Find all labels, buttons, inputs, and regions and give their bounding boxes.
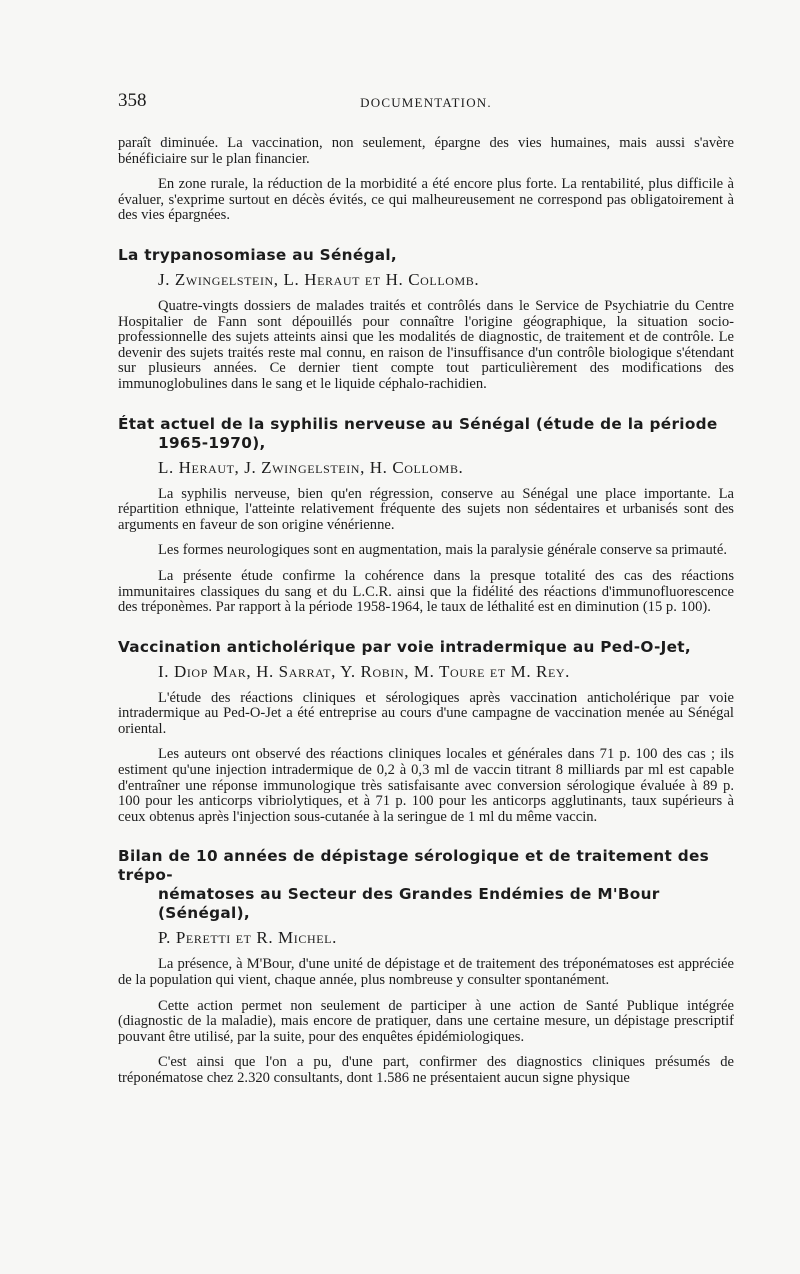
paragraph: Les auteurs ont observé des réactions cliniques locales et générales dans 71 p. 100 des cas ; ils estiment qu'une injection intradermique de 0,2 à 0,3 ml de vaccin titrant 8 milliards par ml est capable d'entraîner une réponse immunologique très satisfaisante avec conversion sérologique évaluée à 89 p. 100 pour les anticorps vibriolytiques, et à 71 p. 100 pour les anticorps agglutinants, taux supérieurs à ceux obtenus après l'injection sous-cutanée à la seringue de 1 ml du même vaccin.	[118, 746, 734, 825]
article-title-line: État actuel de la syphilis nerveuse au Sénégal (étude de la période	[118, 414, 718, 433]
article-title-line: La trypanosomiase au Sénégal,	[118, 245, 398, 264]
article-title-line: nématoses au Secteur des Grandes Endémies de M'Bour (Sénégal),	[158, 885, 660, 923]
article-authors: L. Heraut, J. Zwingelstein, H. Collomb.	[158, 457, 464, 477]
article-bilan	[118, 847, 734, 1086]
article-title	[118, 847, 734, 923]
intro-continuation	[118, 136, 734, 224]
body-column	[118, 136, 734, 1097]
article-trypanosomiase	[118, 246, 734, 393]
article-authors: P. Peretti et R. Michel.	[158, 928, 337, 948]
paragraph: paraît diminuée. La vaccination, non seulement, épargne des vies humaines, mais aussi s'avère bénéficiaire sur le plan financier.	[118, 135, 734, 167]
article-vaccination	[118, 638, 734, 826]
article-title	[118, 638, 734, 657]
article-title-line: Bilan de 10 années de dépistage sérologique et de traitement des trépo-	[118, 847, 710, 885]
paragraph: Quatre-vingts dossiers de malades traités et contrôlés dans le Service de Psychiatrie du Centre Hospitalier de Fann sont dépouillés pour connaître l'origine géographique, la situation socio-professionnelle des sujets atteints ainsi que les modalités de diagnostic, de traitement et de contrôle. Le devenir des sujets traités reste mal connu, en raison de l'insuffisance d'un contrôle biologique s'étendant sur plusieurs années. Ce dernier tient compte tout particulièrement des modifications des immunoglobulines dans le sang et le liquide céphalo-rachidien.	[118, 297, 734, 392]
article-title	[118, 246, 734, 265]
paragraph: La présente étude confirme la cohérence dans la presque totalité des cas des réactions immunitaires classiques du sang et du L.C.R. ainsi que la fidélité des réactions d'immunofluorescence des tréponèmes. Par rapport à la période 1958-1964, le taux de léthalité est en diminution (15 p. 100).	[118, 567, 734, 616]
article-authors: J. Zwingelstein, L. Heraut et H. Collomb.	[158, 269, 480, 289]
paragraph: Les formes neurologiques sont en augmentation, mais la paralysie générale conserve sa primauté.	[158, 542, 727, 559]
paragraph: La syphilis nerveuse, bien qu'en régression, conserve au Sénégal une place importante. La répartition ethnique, l'atteinte relativement fréquente des sujets non sédentaires et urbanisés sont des arguments en faveur de son origine vénérienne.	[118, 485, 734, 533]
paragraph: L'étude des réactions cliniques et sérologiques après vaccination anticholérique par voie intradermique au Ped-O-Jet a été entreprise au cours d'une campagne de vaccination menée au Sénégal oriental.	[118, 689, 734, 737]
running-title: DOCUMENTATION.	[360, 95, 492, 110]
running-head	[118, 90, 734, 114]
article-syphilis	[118, 415, 734, 616]
article-title-line: Vaccination anticholérique par voie intradermique au Ped-O-Jet,	[118, 637, 691, 656]
page-number: 358	[118, 90, 147, 111]
paragraph: Cette action permet non seulement de participer à une action de Santé Publique intégrée (diagnostic de la maladie), mais encore de pratiquer, dans une certaine mesure, un dépistage prescriptif pouvant être utilisé, par la suite, pour des enquêtes épidémiologiques.	[118, 997, 734, 1045]
article-title-line: 1965-1970),	[158, 433, 266, 452]
article-title	[118, 415, 734, 453]
article-authors: I. Diop Mar, H. Sarrat, Y. Robin, M. Toure et M. Rey.	[158, 661, 571, 681]
paragraph: C'est ainsi que l'on a pu, d'une part, confirmer des diagnostics cliniques présumés de tréponématose chez 2.320 consultants, dont 1.586 ne présentaient aucun signe physique	[118, 1054, 734, 1086]
paragraph: La présence, à M'Bour, d'une unité de dépistage et de traitement des tréponématoses est appréciée de la population qui vient, chaque année, plus nombreuse y consulter spontanément.	[118, 956, 734, 989]
paragraph: En zone rurale, la réduction de la morbidité a été encore plus forte. La rentabilité, plus difficile à évaluer, s'exprime surtout en décès évités, ce qui malheureusement ne correspond pas obligatoirement à des vies épargnées.	[118, 176, 734, 224]
